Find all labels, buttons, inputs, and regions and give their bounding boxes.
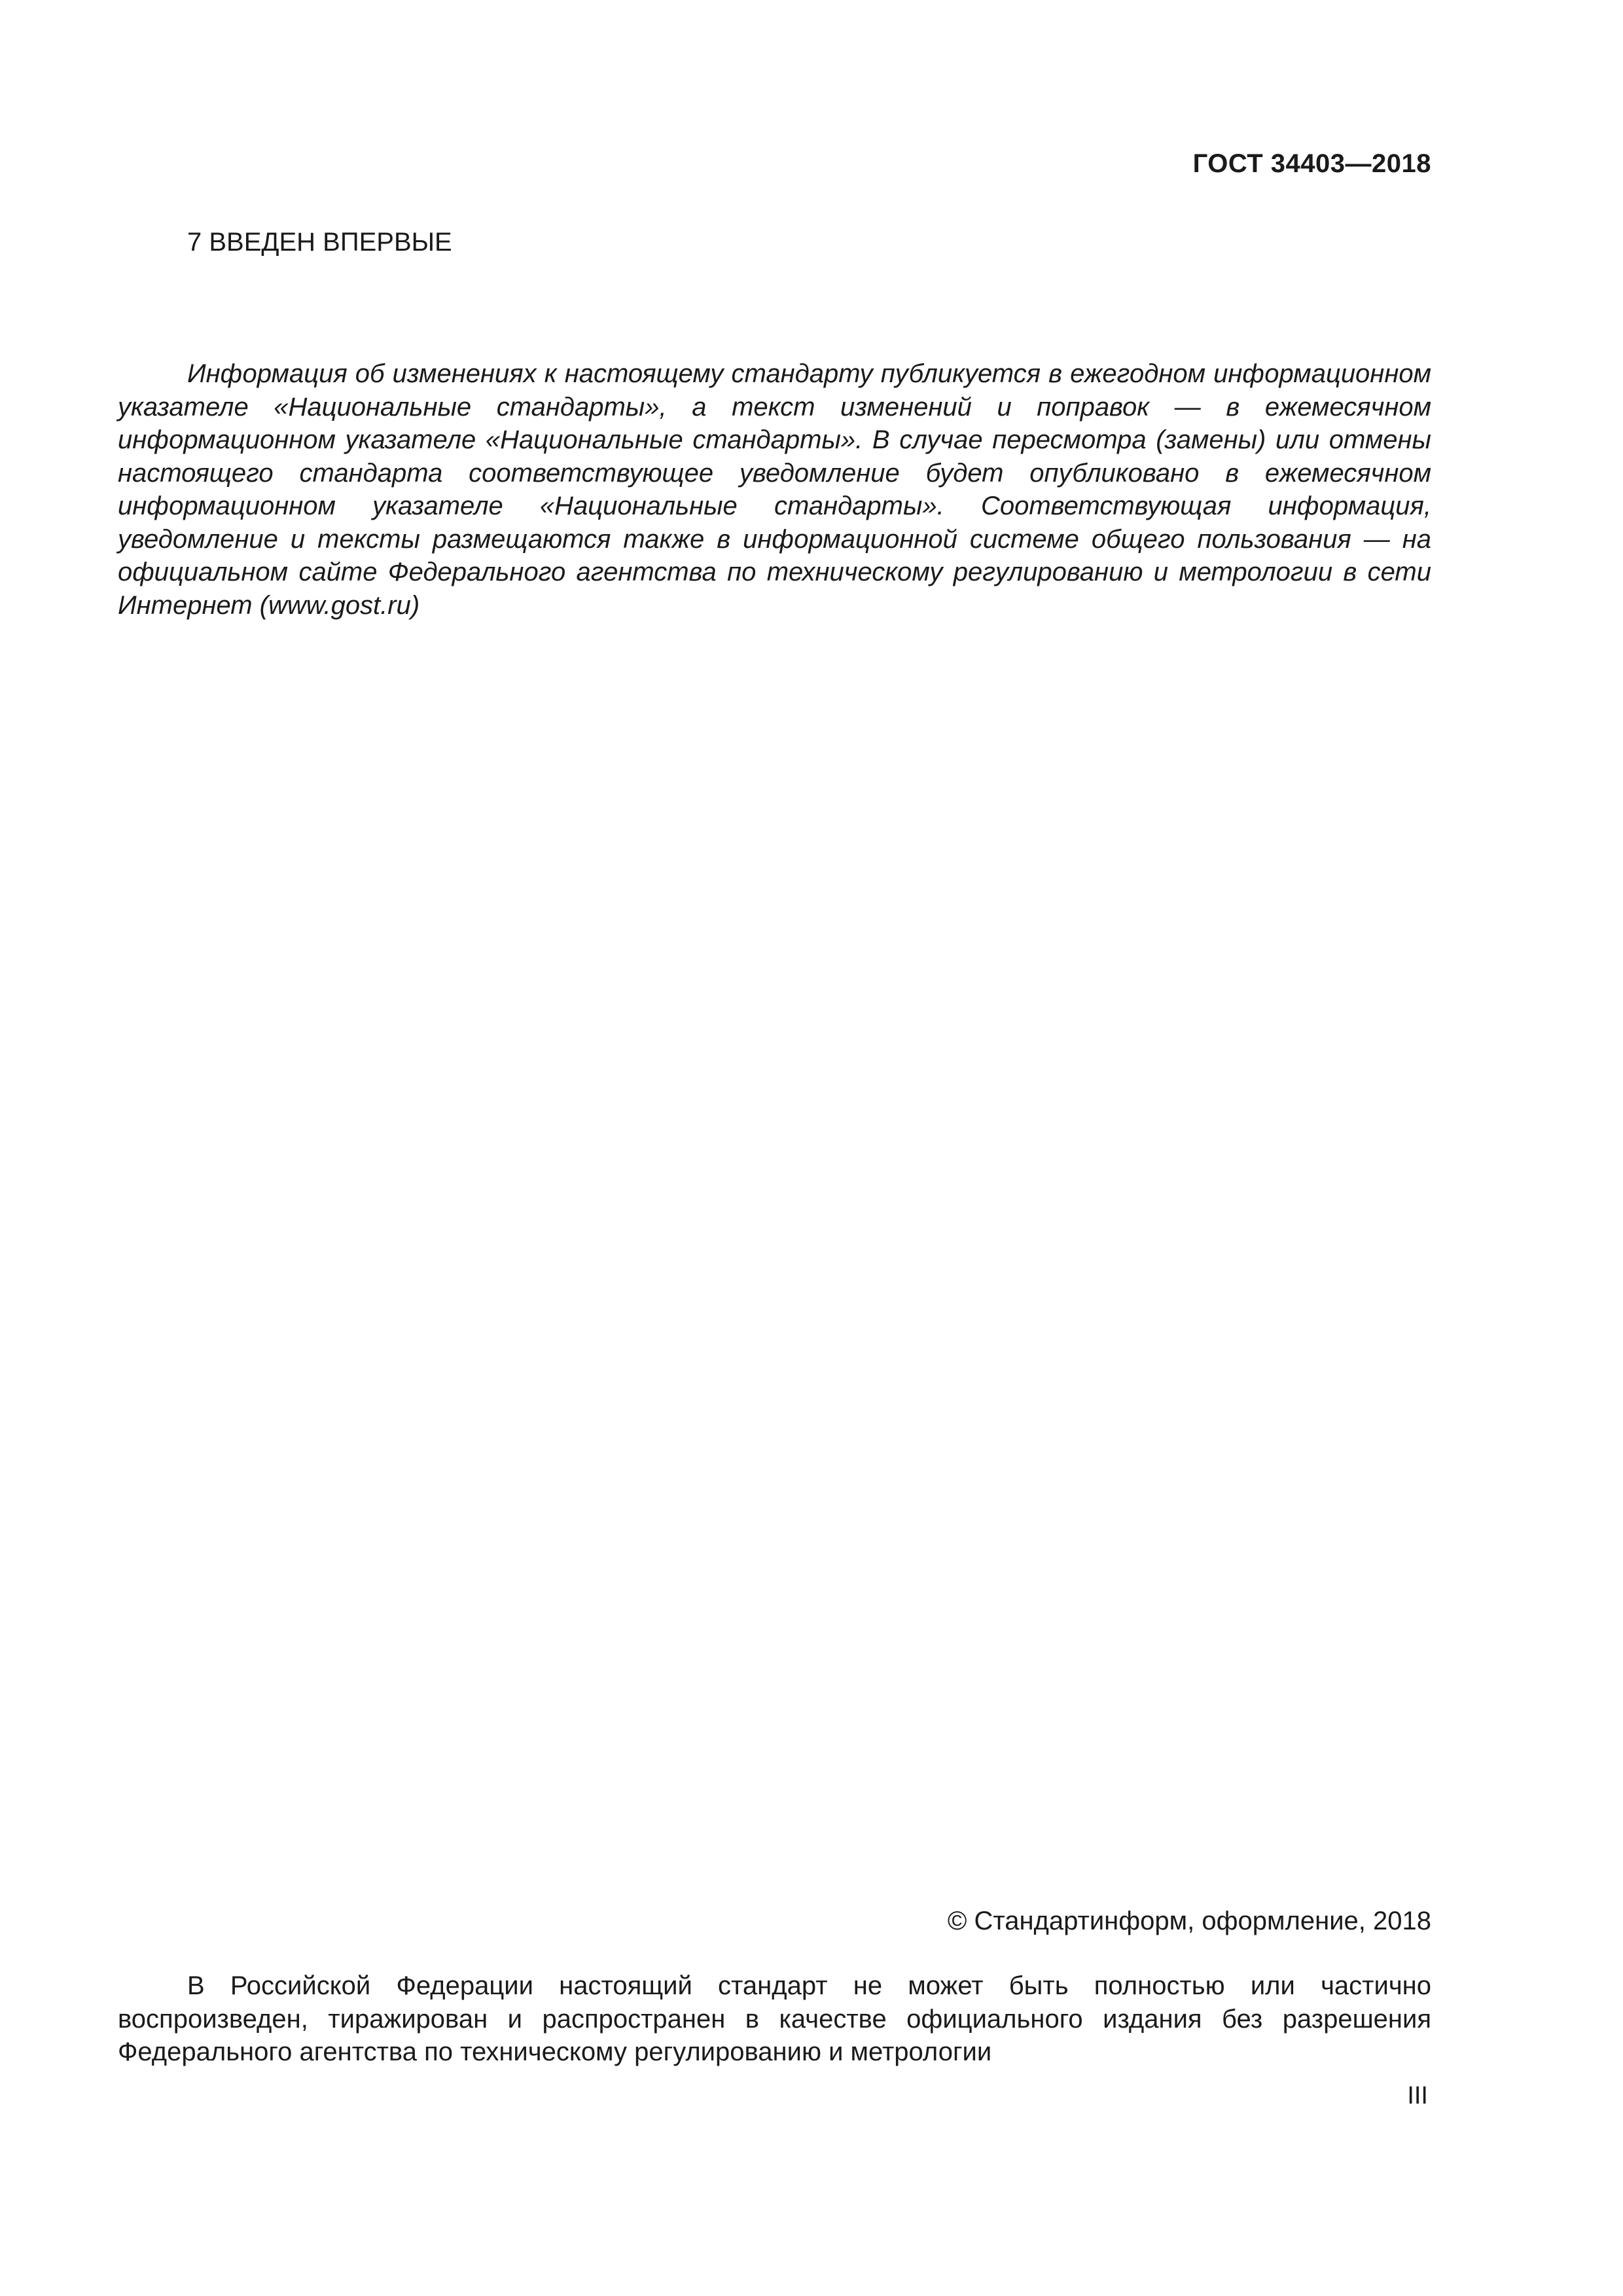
page-number: III: [1407, 2082, 1428, 2109]
document-code: ГОСТ 34403—2018: [1192, 149, 1431, 178]
clause-introduced-first-time: 7 ВВЕДЕН ВПЕРВЫЕ: [187, 228, 452, 257]
copyright-line: © Стандартинформ, оформление, 2018: [947, 1907, 1431, 1935]
reproduction-rights-paragraph: В Российской Федерации настоящий стандарт не может быть полностью или частично воспроизведен, тиражирован и распространен в качестве официального издания без разрешения Федерального агентства по техническому регулированию и метрологии: [118, 1971, 1431, 2066]
amendments-info-paragraph: Информация об изменениях к настоящему стандарту публикуется в ежегодном информационном указателе «Национальные стандарты», а текст изменений и поправок — в ежемесячном информационном указателе «Национальные стандарты». В случае пересмотра (замены) или отмены настоящего стандарта соответствующее уведомление будет опубликовано в ежемесячном информационном указателе «Национальные стандарты». Соответствующая информация, уведомление и тексты размещаются также в информационной системе общего пользования — на официальном сайте Федерального агентства по техническому регулированию и метрологии в сети Интернет (www.gost.ru): [118, 359, 1431, 620]
